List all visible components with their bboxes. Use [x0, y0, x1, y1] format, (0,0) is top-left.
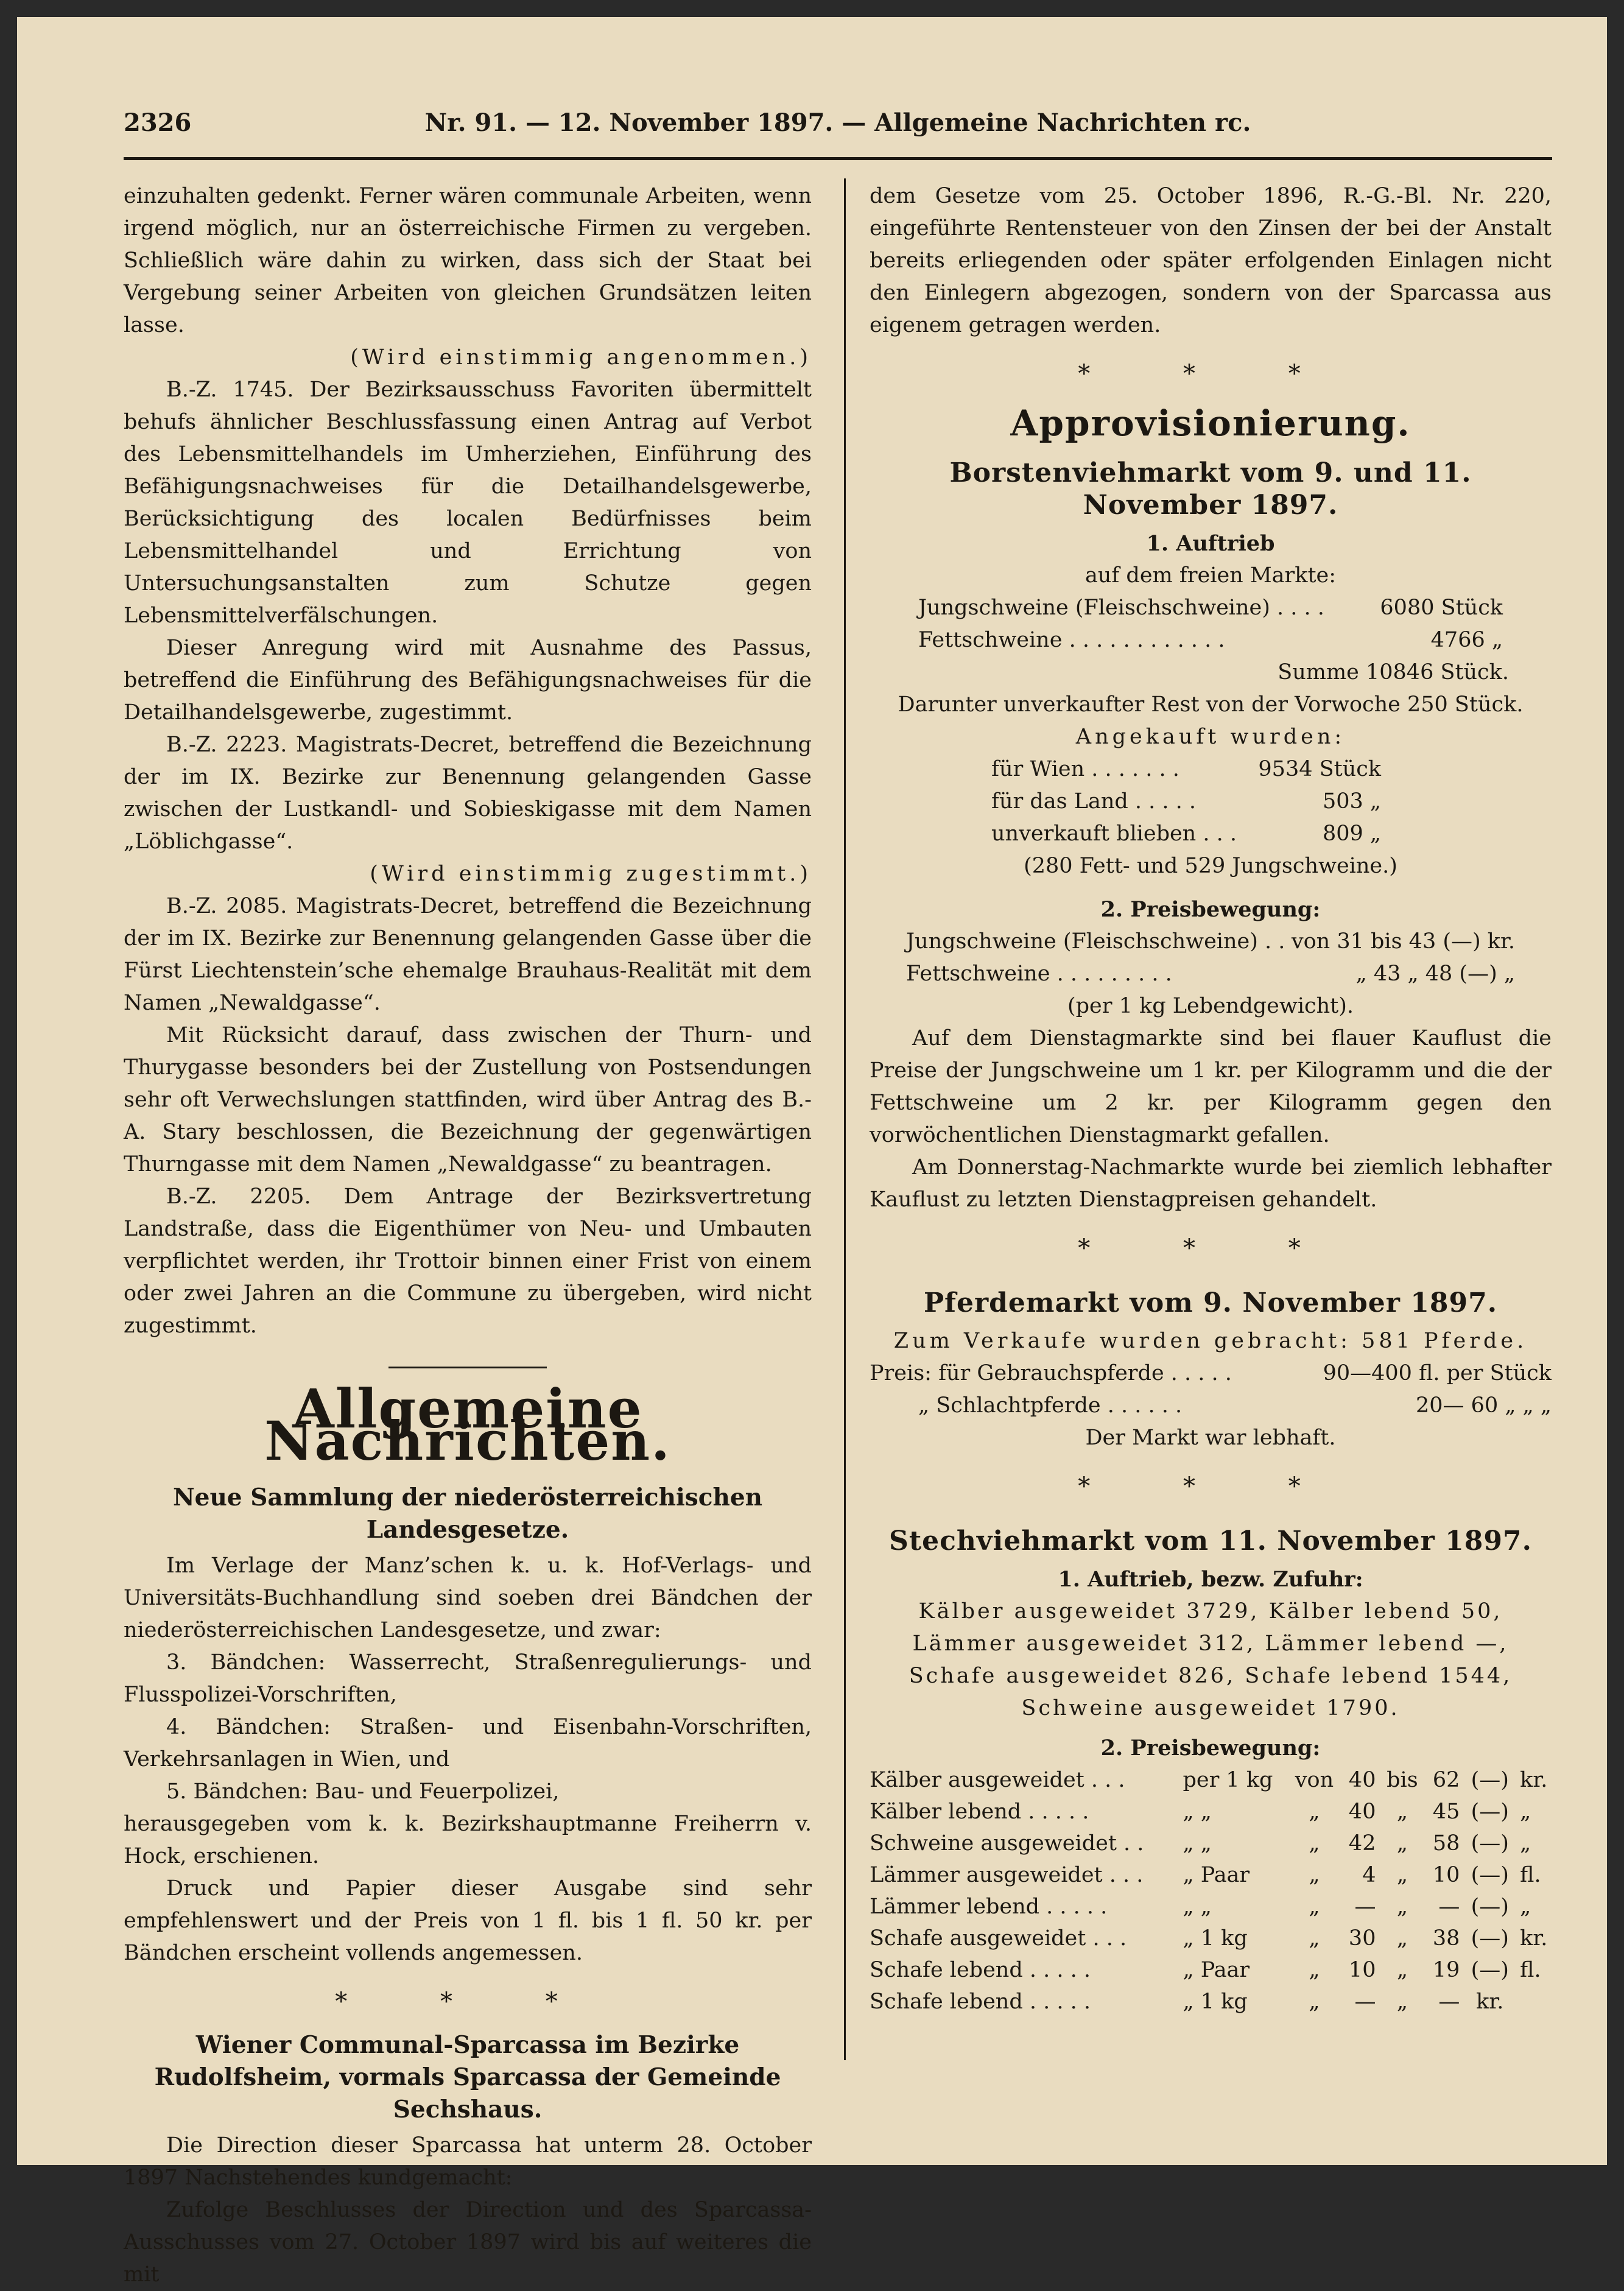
- note: (per 1 kg Lebendgewicht).: [1067, 994, 1354, 1018]
- table-cell: „: [1309, 1800, 1320, 1824]
- table-cell: „: [1396, 1958, 1408, 1982]
- table-cell: kr.: [1520, 1768, 1548, 1792]
- column-divider: [844, 178, 846, 2060]
- subheading: 2. Preisbewegung:: [1100, 897, 1321, 922]
- table-cell: „ „: [1183, 1895, 1212, 1919]
- list-item: [870, 1390, 1552, 1422]
- table-cell: —: [1438, 1990, 1460, 2014]
- subheading: 1. Auftrieb, bezw. Zufuhr:: [1058, 1567, 1363, 1592]
- resolution-note: (Wird einstimmig angenommen.): [350, 345, 812, 370]
- table-cell: 62: [1432, 1768, 1460, 1792]
- table-cell: 30: [1348, 1926, 1376, 1951]
- table-cell: (—): [1471, 1831, 1509, 1856]
- table-cell: —: [1354, 1990, 1376, 2014]
- resolution-note: (Wird einstimmig zugestimmt.): [370, 862, 812, 886]
- row-value: 9534 Stück: [1258, 757, 1381, 781]
- table-cell: Lämmer ausgeweidet . . .: [870, 1863, 1144, 1887]
- section-title: Allgemeine Nachrichten.: [264, 1377, 671, 1473]
- table-cell: Schafe ausgeweidet . . .: [870, 1926, 1127, 1951]
- row-value: 4766 „: [1430, 628, 1503, 652]
- table-cell: „: [1396, 1926, 1408, 1951]
- table-cell: (—): [1471, 1895, 1509, 1919]
- separator-stars: * * *: [335, 1988, 600, 2016]
- horse-price-list: [870, 1357, 1552, 1422]
- left-column: [124, 180, 812, 2291]
- row-value: „ 43 „ 48 (—) „: [1355, 962, 1515, 986]
- table-cell: Schafe lebend . . . . .: [870, 1958, 1091, 1982]
- table-cell: —: [1354, 1895, 1376, 1919]
- table-cell: (—): [1471, 1768, 1509, 1792]
- table-cell: 45: [1432, 1800, 1460, 1824]
- list-item: [918, 624, 1503, 656]
- row-label: Fettschweine . . . . . . . . .: [906, 962, 1172, 986]
- table-cell: „ „: [1183, 1800, 1212, 1824]
- list-item: [991, 818, 1381, 850]
- paragraph: Auf dem Dienstagmarkte sind bei flauer Kauflust die Preise der Jungschweine um 1 kr. per Kilogramm und die der Fettschweine um 2 kr. per Kilogramm gegen den vorwöchentlichen Dienstagmarkt gefallen.: [870, 1026, 1552, 1147]
- table-cell: „: [1396, 1990, 1408, 2014]
- separator-stars: * * *: [1078, 360, 1343, 388]
- row-label: für Wien . . . . . . .: [991, 757, 1179, 781]
- table-cell: „: [1396, 1895, 1408, 1919]
- table-cell: bis: [1387, 1768, 1418, 1792]
- table-cell: 40: [1348, 1768, 1376, 1792]
- table-cell: „: [1520, 1800, 1531, 1824]
- section-rule: [388, 1367, 547, 1368]
- table-row: [870, 1859, 1552, 1891]
- list-item: [906, 926, 1515, 958]
- paragraph: Dieser Anregung wird mit Ausnahme des Passus, betreffend die Einführung des Befähigungsnachweises für die Detailhandelsgewerbe, zugestimmt.: [124, 636, 812, 725]
- table-cell: (—): [1471, 1926, 1509, 1951]
- row-value: 90—400 fl. per Stück: [1323, 1361, 1552, 1385]
- page-number: 2326: [124, 108, 192, 137]
- list-item: 5. Bändchen: Bau- und Feuerpolizei,: [166, 1779, 560, 1804]
- paragraph: einzuhalten gedenkt. Ferner wären communale Arbeiten, wenn irgend möglich, nur an österreichische Firmen zu vergeben. Schließlich wäre dahin zu wirken, dass sich der Staat bei Vergebung seiner Arbeiten von gleichen Grundsätzen leiten lasse.: [124, 184, 812, 337]
- table-cell: 38: [1432, 1926, 1460, 1951]
- table-cell: 19: [1432, 1958, 1460, 1982]
- paragraph: Kälber ausgeweidet 3729, Kälber lebend 50, Lämmer ausgeweidet 312, Lämmer lebend —, Schafe ausgeweidet 826, Schafe lebend 1544, Schweine ausgeweidet 1790.: [909, 1599, 1513, 1720]
- table-cell: „: [1309, 1926, 1320, 1951]
- table-cell: „: [1396, 1831, 1408, 1856]
- table-cell: „: [1396, 1863, 1408, 1887]
- table-cell: „: [1309, 1863, 1320, 1887]
- table-cell: (—): [1471, 1800, 1509, 1824]
- paragraph: B.-Z. 2085. Magistrats-Decret, betreffend die Bezeichnung der im IX. Bezirke zur Benennung gelangenden Gasse über die Fürst Liechtenstein’sche ehemalge Brauhaus-Realität mit dem Namen „Newaldgasse“.: [124, 894, 812, 1015]
- table-row: [870, 1796, 1552, 1828]
- subheading: 2. Preisbewegung:: [1100, 1736, 1321, 1761]
- list-item: [991, 786, 1381, 818]
- running-title: Nr. 91. — 12. November 1897. — Allgemeine Nachrichten rc.: [424, 108, 1251, 137]
- table-cell: „: [1309, 1990, 1320, 2014]
- subheading: Zum Verkaufe wurden gebracht: 581 Pferde.: [893, 1329, 1528, 1353]
- list-item: [918, 592, 1503, 624]
- table-cell: „: [1520, 1831, 1531, 1856]
- price-table: [870, 1764, 1552, 2018]
- paragraph: herausgegeben vom k. k. Bezirkshauptmanne Freiherrn v. Hock, erschienen.: [124, 1812, 812, 1868]
- table-cell: „ „: [1183, 1831, 1212, 1856]
- table-cell: 10: [1432, 1863, 1460, 1887]
- table-cell: kr.: [1520, 1926, 1548, 1951]
- table-cell: 42: [1348, 1831, 1376, 1856]
- row-label: „ Schlachtpferde . . . . . .: [918, 1393, 1183, 1418]
- separator-stars: * * *: [1078, 1473, 1343, 1501]
- subheading: auf dem freien Markte:: [1084, 563, 1337, 588]
- market-title: Stechviehmarkt vom 11. November 1897.: [889, 1526, 1532, 1557]
- table-cell: „ 1 kg: [1183, 1990, 1248, 2014]
- table-cell: „: [1396, 1800, 1408, 1824]
- paragraph: Im Verlage der Manz’schen k. u. k. Hof-Verlags- und Universitäts-Buchhandlung sind soeben drei Bändchen der niederösterreichischen Landesgesetze, und zwar:: [124, 1554, 812, 1642]
- table-row: [870, 1891, 1552, 1923]
- paragraph: Zufolge Beschlusses der Direction und des Sparcassa-Ausschusses vom 27. October 1897 wird bis auf weiteres die mit: [124, 2198, 812, 2287]
- paragraph: Am Donnerstag-Nachmarkte wurde bei ziemlich lebhafter Kauflust zu letzten Dienstagpreisen gehandelt.: [870, 1155, 1552, 1212]
- table-cell: 58: [1432, 1831, 1460, 1856]
- list-item: [906, 958, 1515, 990]
- table-cell: kr.: [1476, 1990, 1504, 2014]
- row-value: 503 „: [1322, 789, 1381, 814]
- table-row: [870, 1954, 1552, 1986]
- auftrieb-list: [870, 592, 1552, 656]
- table-cell: von: [1295, 1768, 1334, 1792]
- note: Der Markt war lebhaft.: [1085, 1426, 1336, 1450]
- list-item: [991, 753, 1381, 786]
- table-cell: [1511, 1986, 1552, 2018]
- price-list: [870, 926, 1552, 990]
- row-value: 809 „: [1322, 822, 1381, 846]
- table-row: [870, 1764, 1552, 1796]
- row-label: unverkauft blieben . . .: [991, 822, 1237, 846]
- table-cell: fl.: [1520, 1863, 1541, 1887]
- paragraph: Die Direction dieser Sparcassa hat unterm 28. October 1897 Nachstehendes kundgemacht:: [124, 2133, 812, 2190]
- section-title: Approvisionierung.: [1010, 403, 1411, 444]
- sum-line: Summe 10846 Stück.: [1278, 660, 1509, 684]
- paragraph: Druck und Papier dieser Ausgabe sind sehr empfehlenswert und der Preis von 1 fl. bis 1 fl. 50 kr. per Bändchen erscheint vollends angemessen.: [124, 1876, 812, 1965]
- table-cell: Kälber lebend . . . . .: [870, 1800, 1089, 1824]
- table-cell: —: [1438, 1895, 1460, 1919]
- table-cell: Schafe lebend . . . . .: [870, 1990, 1091, 2014]
- paragraph: dem Gesetze vom 25. October 1896, R.-G.-Bl. Nr. 220, eingeführte Rentensteuer von den Zinsen der bei der Anstalt bereits erliegenden oder später erfolgenden Einlagen nicht den Einlegern abgezogen, sondern von der Sparcassa aus eigenem getragen werden.: [870, 184, 1552, 337]
- row-label: Jungschweine (Fleischschweine) . .: [906, 929, 1285, 954]
- article-title: Neue Sammlung der niederösterreichischen Landesgesetze.: [172, 1483, 763, 1544]
- table-cell: 4: [1362, 1863, 1376, 1887]
- table-cell: „ 1 kg: [1183, 1926, 1248, 1951]
- subheading: 1. Auftrieb: [1146, 531, 1275, 556]
- row-label: Fettschweine . . . . . . . . . . . .: [918, 628, 1225, 652]
- row-label: für das Land . . . . .: [991, 789, 1197, 814]
- row-label: Preis: für Gebrauchspferde . . . . .: [870, 1361, 1232, 1385]
- table-cell: (—): [1471, 1958, 1509, 1982]
- table-cell: fl.: [1520, 1958, 1541, 1982]
- market-title: Borstenviehmarkt vom 9. und 11. November 1897.: [949, 457, 1472, 521]
- rest-line: Darunter unverkaufter Rest von der Vorwoche 250 Stück.: [898, 692, 1524, 717]
- page-header: [124, 108, 1552, 151]
- table-cell: „ Paar: [1183, 1863, 1250, 1887]
- list-item: 4. Bändchen: Straßen- und Eisenbahn-Vorschriften, Verkehrsanlagen in Wien, und: [124, 1715, 812, 1772]
- table-cell: Schweine ausgeweidet . .: [870, 1831, 1144, 1856]
- table-row: [870, 1828, 1552, 1859]
- row-value: 20— 60 „ „ „: [1416, 1393, 1552, 1418]
- table-cell: „: [1309, 1831, 1320, 1856]
- table-row: [870, 1923, 1552, 1954]
- paragraph: B.-Z. 2205. Dem Antrage der Bezirksvertretung Landstraße, dass die Eigenthümer von Neu- und Umbauten verpflichtet werden, ihr Trottoir binnen einer Frist von einem oder zwei Jahren an die Commune zu übergeben, wird nicht zugestimmt.: [124, 1184, 812, 1338]
- row-label: Jungschweine (Fleischschweine) . . . .: [918, 596, 1324, 620]
- table-cell: (—): [1471, 1863, 1509, 1887]
- table-cell: „: [1309, 1958, 1320, 1982]
- right-column: [870, 180, 1552, 2018]
- list-item: [870, 1357, 1552, 1390]
- row-value: 6080 Stück: [1380, 596, 1503, 620]
- table-cell: 40: [1348, 1800, 1376, 1824]
- table-cell: per 1 kg: [1183, 1768, 1273, 1792]
- table-cell: Kälber ausgeweidet . . .: [870, 1768, 1125, 1792]
- header-rule: [124, 157, 1552, 160]
- list-item: 3. Bändchen: Wasserrecht, Straßenregulierungs- und Flusspolizei-Vorschriften,: [124, 1650, 812, 1707]
- table-cell: 10: [1348, 1958, 1376, 1982]
- subheading: Angekauft wurden:: [1075, 725, 1346, 749]
- article-title: Wiener Communal-Sparcassa im Bezirke Rudolfsheim, vormals Sparcassa der Gemeinde Sechshaus.: [154, 2031, 781, 2124]
- table-row: [870, 1986, 1552, 2018]
- market-title: Pferdemarkt vom 9. November 1897.: [923, 1287, 1498, 1318]
- row-value: von 31 bis 43 (—) kr.: [1291, 929, 1515, 954]
- note: (280 Fett- und 529 Jungschweine.): [1024, 854, 1397, 878]
- table-cell: „ Paar: [1183, 1958, 1250, 1982]
- table-cell: „: [1520, 1895, 1531, 1919]
- newspaper-page: [17, 17, 1607, 2287]
- table-cell: Lämmer lebend . . . . .: [870, 1895, 1108, 1919]
- separator-stars: * * *: [1078, 1234, 1343, 1262]
- paragraph: Mit Rücksicht darauf, dass zwischen der Thurn- und Thurygasse besonders bei der Zustellung von Postsendungen sehr oft Verwechslungen stattfinden, wird über Antrag des B.-A. Stary beschlossen, die Bezeichnung der gegenwärtigen Thurngasse mit dem Namen „Newaldgasse“ zu beantragen.: [124, 1023, 812, 1177]
- purchase-list: [870, 753, 1552, 850]
- paragraph: B.-Z. 2223. Magistrats-Decret, betreffend die Bezeichnung der im IX. Bezirke zur Benennung gelangenden Gasse zwischen der Lustkandl- und Sobieskigasse mit dem Namen „Löblichgasse“.: [124, 733, 812, 854]
- table-cell: „: [1309, 1895, 1320, 1919]
- paragraph: B.-Z. 1745. Der Bezirksausschuss Favoriten übermittelt behufs ähnlicher Beschlussfassung einen Antrag auf Verbot des Lebensmittelhandels im Umherziehen, Einführung des Befähigungsnachweises für die Detailhandelsgewerbe, Berücksichtigung des localen Bedürfnisses beim Lebensmittelhandel und Errichtung von Untersuchungsanstalten zum Schutze gegen Lebensmittelverfälschungen.: [124, 378, 812, 628]
